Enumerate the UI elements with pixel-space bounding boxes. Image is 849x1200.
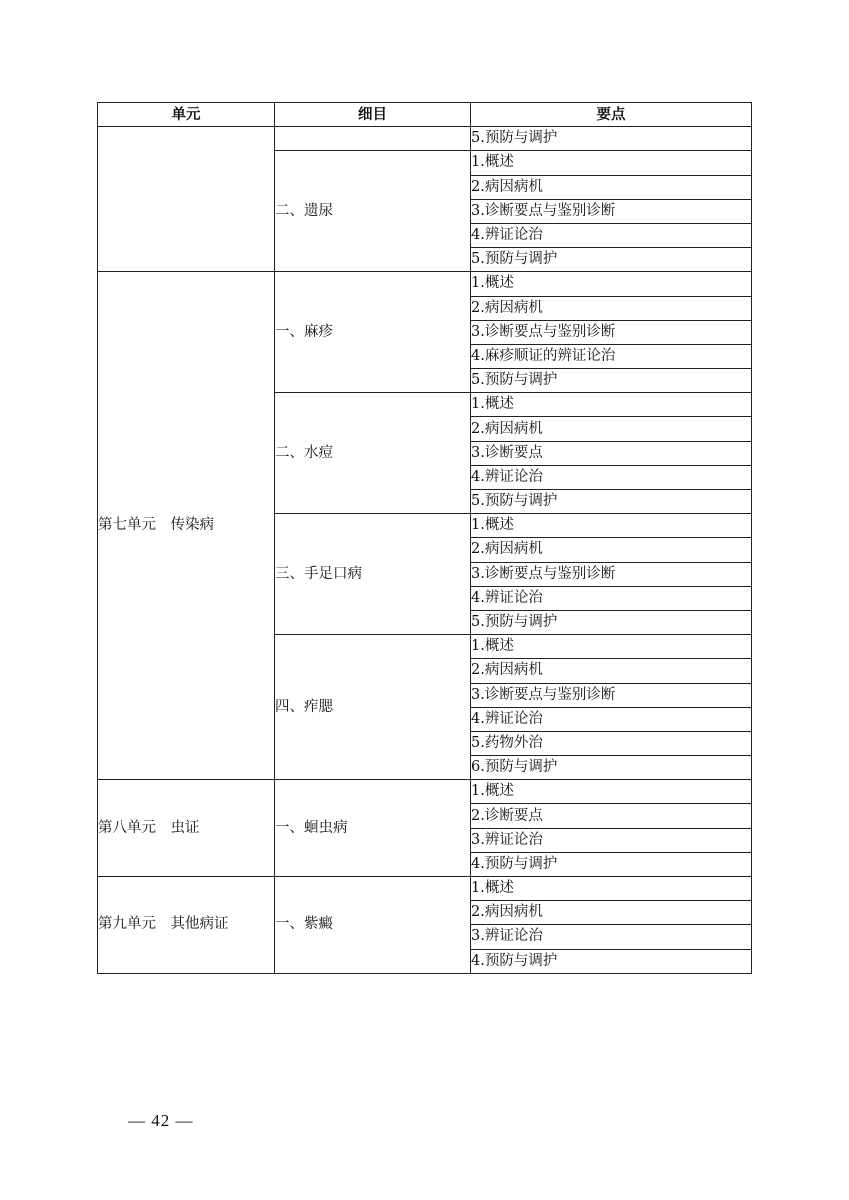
page-number: — 42 — [128, 1111, 194, 1130]
point-cell: 1.概述 [471, 877, 752, 901]
table-row [98, 272, 752, 296]
header-unit: 单元 [98, 103, 275, 127]
subject-cell: 四、痄腮 [275, 635, 471, 780]
point-cell: 3.诊断要点与鉴别诊断 [471, 683, 752, 707]
point-cell: 3.诊断要点与鉴别诊断 [471, 199, 752, 223]
point-cell: 3.辨证论治 [471, 925, 752, 949]
point-cell: 1.概述 [471, 272, 752, 296]
table-row [98, 127, 752, 151]
point-cell: 3.诊断要点与鉴别诊断 [471, 562, 752, 586]
point-cell: 4.辨证论治 [471, 223, 752, 247]
subject-cell: 一、麻疹 [275, 272, 471, 393]
unit-cell: 第七单元 传染病 [98, 272, 275, 780]
table-row [98, 780, 752, 804]
point-cell: 4.辨证论治 [471, 707, 752, 731]
table-row [98, 877, 752, 901]
point-cell: 2.病因病机 [471, 538, 752, 562]
point-cell: 3.诊断要点与鉴别诊断 [471, 320, 752, 344]
point-cell: 4.辨证论治 [471, 586, 752, 610]
point-cell: 5.预防与调护 [471, 369, 752, 393]
point-cell: 6.预防与调护 [471, 756, 752, 780]
subject-cell: 二、水痘 [275, 393, 471, 514]
table-header-row [98, 103, 752, 127]
point-cell: 4.预防与调护 [471, 949, 752, 973]
header-subject: 细目 [275, 103, 471, 127]
point-cell: 2.病因病机 [471, 296, 752, 320]
point-cell: 2.病因病机 [471, 901, 752, 925]
point-cell: 4.辨证论治 [471, 465, 752, 489]
point-cell: 5.预防与调护 [471, 127, 752, 151]
point-cell: 3.诊断要点 [471, 441, 752, 465]
subject-cell: 三、手足口病 [275, 514, 471, 635]
syllabus-table [97, 102, 752, 974]
point-cell: 1.概述 [471, 780, 752, 804]
point-cell: 5.药物外治 [471, 731, 752, 755]
unit-cell: 第八单元 虫证 [98, 780, 275, 877]
unit-cell: 第九单元 其他病证 [98, 877, 275, 974]
point-cell: 4.预防与调护 [471, 852, 752, 876]
point-cell: 1.概述 [471, 151, 752, 175]
subject-cell: 一、蛔虫病 [275, 780, 471, 877]
subject-cell-continued [275, 127, 471, 151]
unit-cell-continued [98, 127, 275, 272]
point-cell: 2.病因病机 [471, 417, 752, 441]
point-cell: 5.预防与调护 [471, 610, 752, 634]
point-cell: 1.概述 [471, 393, 752, 417]
subject-cell: 二、遗尿 [275, 151, 471, 272]
point-cell: 2.病因病机 [471, 659, 752, 683]
point-cell: 1.概述 [471, 514, 752, 538]
point-cell: 5.预防与调护 [471, 490, 752, 514]
point-cell: 2.病因病机 [471, 175, 752, 199]
point-cell: 2.诊断要点 [471, 804, 752, 828]
point-cell: 1.概述 [471, 635, 752, 659]
header-points: 要点 [471, 103, 752, 127]
point-cell: 3.辨证论治 [471, 828, 752, 852]
point-cell: 4.麻疹顺证的辨证论治 [471, 344, 752, 368]
subject-cell: 一、紫癜 [275, 877, 471, 974]
point-cell: 5.预防与调护 [471, 248, 752, 272]
